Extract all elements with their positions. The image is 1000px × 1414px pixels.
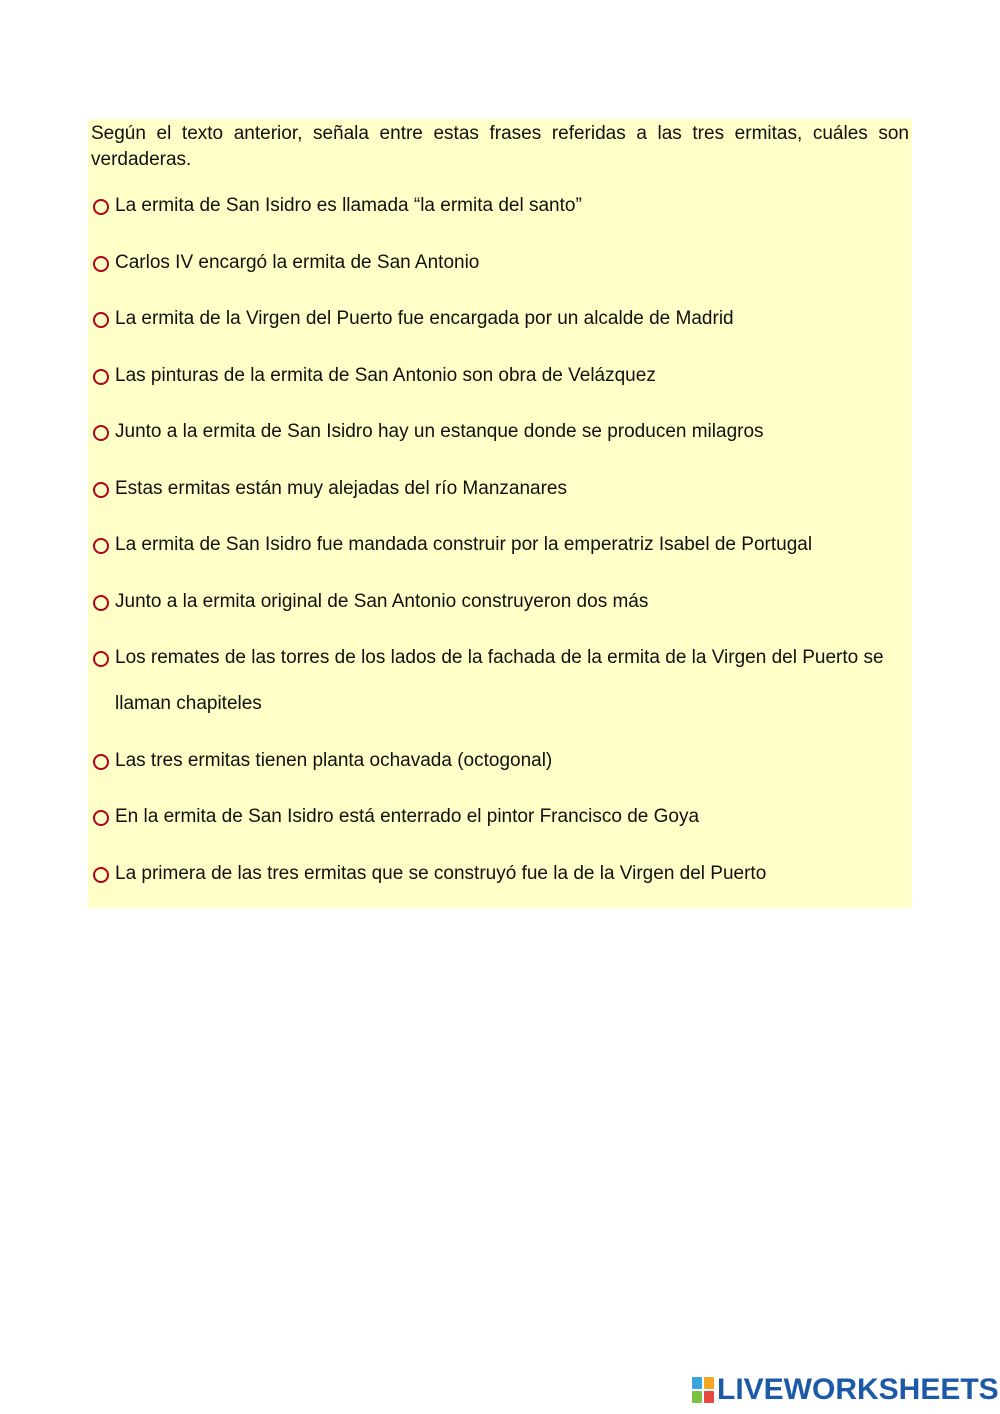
radio-circle-icon[interactable] [93,425,109,441]
option-label: Las pinturas de la ermita de San Antonio son obra de Velázquez [115,365,656,386]
option-label: Junto a la ermita original de San Antonio construyeron dos más [115,591,649,612]
brand-wordmark: LIVEWORKSHEETS [717,1373,999,1406]
question-panel [88,119,912,908]
option-label: Estas ermitas están muy alejadas del río Manzanares [115,478,567,499]
option-label: Las tres ermitas tienen planta ochavada (octogonal) [115,750,553,771]
radio-circle-icon[interactable] [93,810,109,826]
option-label: En la ermita de San Isidro está enterrado el pintor Francisco de Goya [115,806,700,827]
radio-circle-icon[interactable] [93,867,109,883]
radio-circle-icon[interactable] [93,369,109,385]
liveworksheets-brand [692,1374,999,1406]
radio-circle-icon[interactable] [93,651,109,667]
liveworksheets-logo-icon [692,1377,714,1403]
option-label: Junto a la ermita de San Isidro hay un estanque donde se producen milagros [115,421,764,442]
radio-circle-icon[interactable] [93,482,109,498]
option-9[interactable] [91,645,912,717]
option-label: La ermita de San Isidro es llamada “la ermita del santo” [115,195,582,216]
radio-circle-icon[interactable] [93,595,109,611]
option-label: La ermita de San Isidro fue mandada construir por la emperatriz Isabel de Portugal [115,534,813,555]
radio-circle-icon[interactable] [93,199,109,215]
option-label: Los remates de las torres de los lados de la fachada de la ermita de la Virgen del Puerto se llaman chapiteles [115,647,884,714]
instruction-text: Según el texto anterior, señala entre estas frases referidas a las tres ermitas, cuáles son verdaderas. [91,123,909,170]
options-list [88,119,912,908]
option-label: La ermita de la Virgen del Puerto fue encargada por un alcalde de Madrid [115,308,734,329]
radio-circle-icon[interactable] [93,256,109,272]
option-label: Carlos IV encargó la ermita de San Antonio [115,252,480,273]
radio-circle-icon[interactable] [93,538,109,554]
option-label: La primera de las tres ermitas que se construyó fue la de la Virgen del Puerto [115,863,767,884]
radio-circle-icon[interactable] [93,312,109,328]
radio-circle-icon[interactable] [93,754,109,770]
